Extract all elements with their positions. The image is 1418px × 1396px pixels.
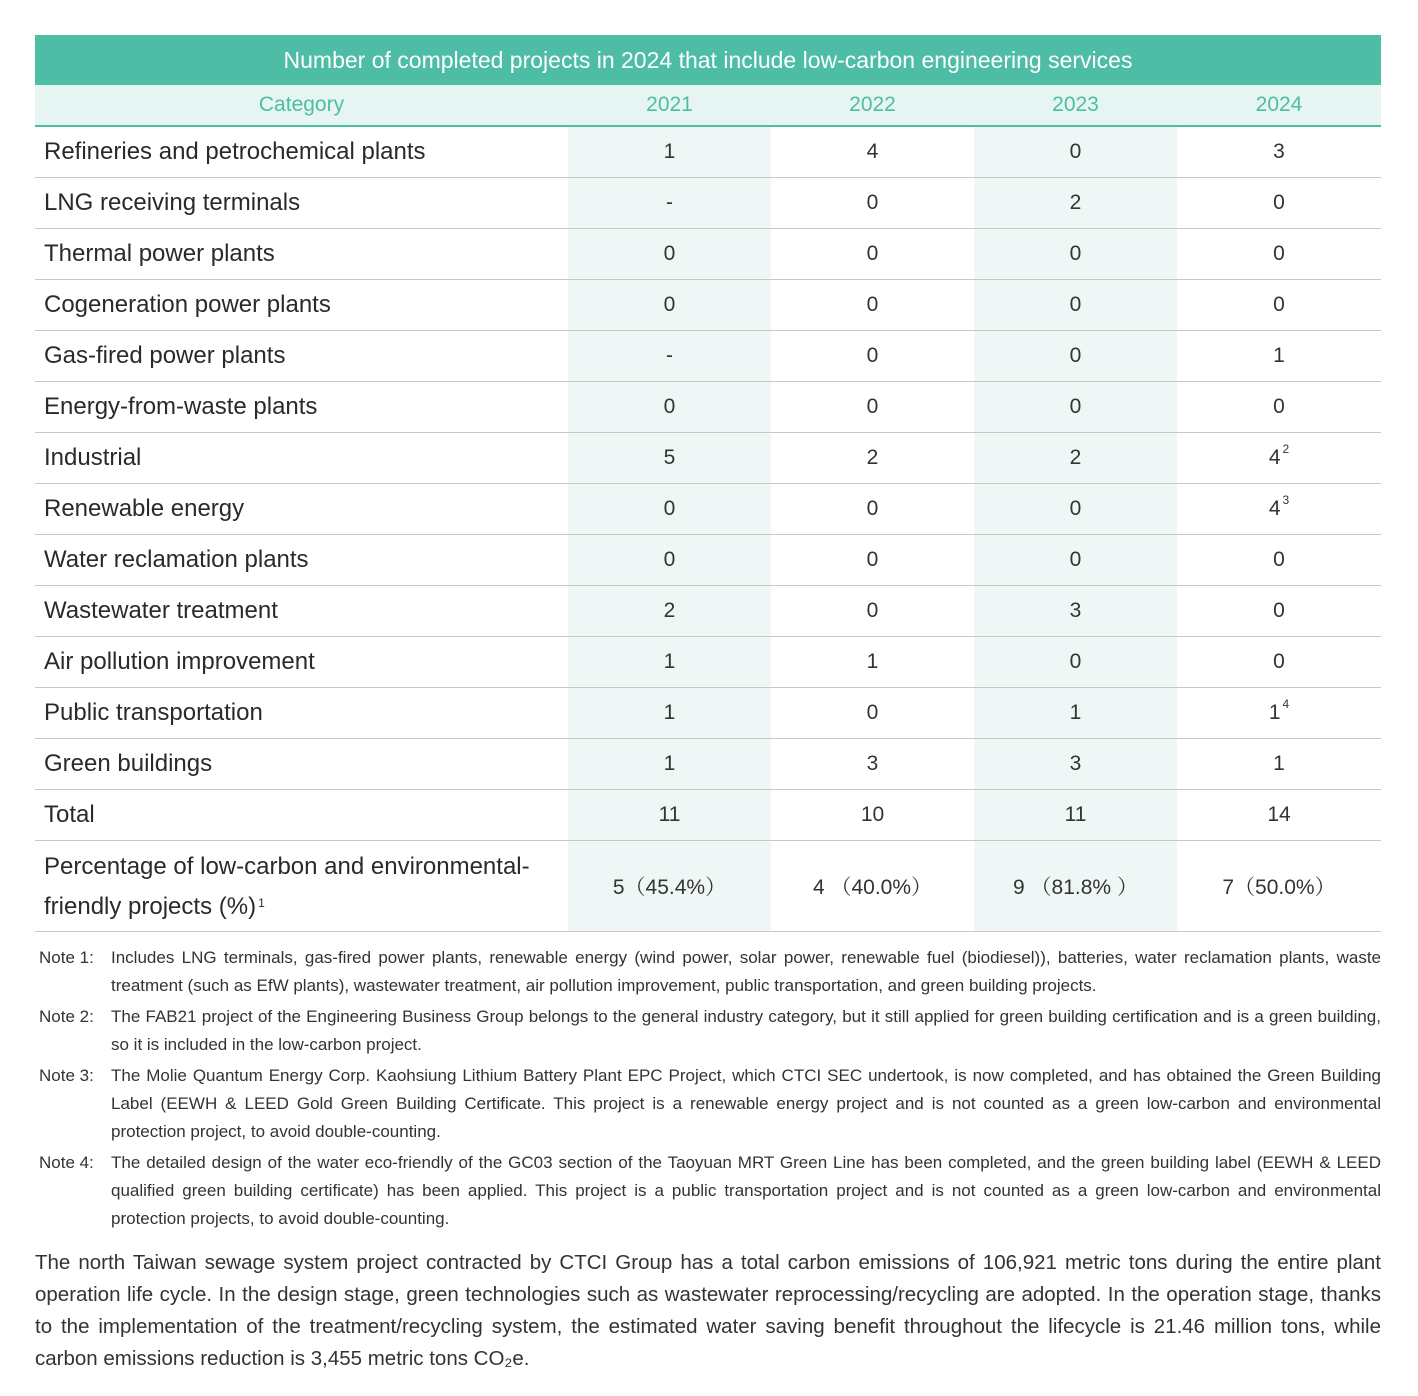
note-item [35,944,1381,1000]
table-row [35,739,1381,790]
header-2023: 2023 [974,85,1177,126]
cell-value: 3 [1069,599,1082,622]
cell-2024 [1177,637,1381,688]
header-category: Category [35,85,568,126]
cell-value: 1 [663,140,676,163]
cell-2023 [974,637,1177,688]
table-row [35,178,1381,229]
cell-2023 [974,688,1177,739]
cell-2022 [771,484,974,535]
cell-value: 1 [866,650,879,673]
cell-value: 0 [1069,395,1082,418]
cell-value: 0 [1273,650,1285,673]
percentage-row [35,841,1381,932]
row-label: Industrial [35,433,568,484]
cell-2023 [974,535,1177,586]
cell-value: 0 [866,191,879,214]
cell-value: 0 [663,293,676,316]
table-row [35,637,1381,688]
table-row [35,382,1381,433]
table-body [35,126,1381,932]
document [35,35,1381,1396]
cell-2023 [974,178,1177,229]
cell-2021 [568,382,771,433]
note-item [35,1149,1381,1233]
table-row [35,331,1381,382]
cell-value: 3 [866,752,879,775]
cell-value: 1 [663,701,676,724]
cell-value: 0 [1069,650,1082,673]
cell-2023 [974,433,1177,484]
cell-2022 [771,586,974,637]
cell-2022 [771,229,974,280]
row-label: Wastewater treatment [35,586,568,637]
cell-value: 0 [1273,191,1285,214]
cell-value: 1 [1069,701,1082,724]
header-2024: 2024 [1177,85,1381,126]
percentage-2022: 4 （40.0%） [771,841,974,932]
row-label: Water reclamation plants [35,535,568,586]
cell-2024 [1177,178,1381,229]
header-2022: 2022 [771,85,974,126]
row-label: Total [35,790,568,841]
projects-table [35,85,1381,932]
cell-2024 [1177,739,1381,790]
cell-2022 [771,178,974,229]
cell-2024 [1177,688,1381,739]
cell-2023 [974,280,1177,331]
row-label: Green buildings [35,739,568,790]
table-row [35,280,1381,331]
note-text: The FAB21 project of the Engineering Business Group belongs to the general industry category, but it still applied for green building certification and is a green building, so it is included in the low-carbon project. [111,1007,1381,1054]
cell-value: 4 [1268,497,1281,520]
row-label: LNG receiving terminals [35,178,568,229]
note-text: Includes LNG terminals, gas-fired power plants, renewable energy (wind power, solar power, renewable fuel (biodiesel)), batteries, water reclamation plants, waste treatment (such as EfW plants), wastewater treatment, air pollution improvement, public transportation, and green building projects. [111,948,1381,995]
cell-2024 [1177,484,1381,535]
cell-value: - [666,344,673,367]
cell-value: 0 [866,548,879,571]
cell-value: 0 [866,344,879,367]
cell-2024 [1177,586,1381,637]
table-row [35,688,1381,739]
table-row [35,433,1381,484]
cell-2021 [568,280,771,331]
note-label: Note 4: [39,1153,94,1172]
cell-2022 [771,280,974,331]
cell-2021 [568,484,771,535]
cell-value: 2 [866,446,879,469]
cell-2022 [771,637,974,688]
cell-2021 [568,178,771,229]
cell-2021 [568,586,771,637]
cell-value: 0 [663,242,676,265]
cell-value: 2 [1069,446,1082,469]
cell-value: 0 [663,548,676,571]
cell-value: 0 [1273,293,1285,316]
footnote-ref: 3 [1282,493,1290,507]
cell-value: 0 [1069,344,1082,367]
cell-value: 4 [1268,446,1281,469]
cell-value: 1 [1273,752,1285,775]
cell-value: 1 [1273,344,1285,367]
cell-value: 0 [866,497,879,520]
cell-value: 4 [866,140,879,163]
cell-2021 [568,790,771,841]
row-label: Cogeneration power plants [35,280,568,331]
cell-2024 [1177,433,1381,484]
note-label: Note 2: [39,1007,94,1026]
percentage-2021: 5（45.4%） [568,841,771,932]
table-row [35,229,1381,280]
cell-value: - [666,191,673,214]
note-item [35,1062,1381,1146]
table-title: Number of completed projects in 2024 that include low-carbon engineering services [35,35,1381,85]
cell-2021 [568,688,771,739]
cell-value: 0 [1069,242,1082,265]
note-text: The detailed design of the water eco-friendly of the GC03 section of the Taoyuan MRT Green Line has been completed, and the green building label (EEWH & LEED qualified green building certificate) has been applied. This project is a public transportation project and is not counted as a green low-carbon and environmental protection projects, to avoid double-counting. [111,1153,1381,1228]
cell-value: 11 [1064,803,1087,826]
cell-value: 5 [663,446,676,469]
cell-value: 0 [1273,548,1285,571]
cell-2023 [974,790,1177,841]
cell-value: 11 [658,803,681,826]
row-label: Energy-from-waste plants [35,382,568,433]
header-2021: 2021 [568,85,771,126]
cell-value: 0 [866,599,879,622]
percentage-label-line1: Percentage of low-carbon and environmental- [44,853,530,880]
cell-value: 0 [1273,599,1285,622]
cell-2024 [1177,280,1381,331]
note-item [35,1003,1381,1059]
row-label: Gas-fired power plants [35,331,568,382]
cell-2024 [1177,535,1381,586]
cell-2024 [1177,382,1381,433]
cell-2022 [771,535,974,586]
cell-value: 10 [860,803,885,826]
footnote-ref: 4 [1282,697,1290,711]
cell-2023 [974,382,1177,433]
table-row [35,484,1381,535]
cell-value: 1 [1268,701,1281,724]
note-text: The Molie Quantum Energy Corp. Kaohsiung Lithium Battery Plant EPC Project, which CTCI SEC undertook, is now completed, and has obtained the Green Building Label (EEWH & LEED Gold Green Building Certificate. This project is a renewable energy project and is not counted as a green low-carbon and environmental protection project, to avoid double-counting. [111,1066,1381,1141]
percentage-2023: 9 （81.8% ） [974,841,1177,932]
cell-value: 14 [1267,803,1291,826]
note-label: Note 1: [39,948,94,967]
cell-value: 2 [663,599,676,622]
table-row [35,535,1381,586]
cell-2022 [771,739,974,790]
cell-2023 [974,739,1177,790]
row-label: Thermal power plants [35,229,568,280]
cell-2024 [1177,790,1381,841]
cell-2022 [771,433,974,484]
cell-value: 0 [1069,548,1082,571]
table-header-row [35,85,1381,126]
notes [35,944,1381,1233]
cell-2021 [568,433,771,484]
cell-value: 0 [1273,395,1285,418]
cell-2021 [568,331,771,382]
cell-value: 0 [1069,293,1082,316]
row-label: Refineries and petrochemical plants [35,126,568,178]
row-label: Renewable energy [35,484,568,535]
cell-value: 0 [866,293,879,316]
cell-2021 [568,637,771,688]
cell-2023 [974,586,1177,637]
cell-value: 0 [663,395,676,418]
percentage-label-line2: friendly projects (%) [44,893,257,920]
cell-value: 0 [663,497,676,520]
cell-value: 3 [1069,752,1082,775]
cell-2023 [974,126,1177,178]
cell-2021 [568,535,771,586]
cell-value: 1 [663,650,676,673]
cell-2024 [1177,126,1381,178]
cell-2022 [771,126,974,178]
percentage-row-label [35,841,568,932]
footnote-ref: 2 [1282,442,1290,456]
cell-value: 0 [1273,242,1285,265]
cell-2022 [771,790,974,841]
cell-value: 2 [1069,191,1082,214]
percentage-2024: 7（50.0%） [1177,841,1381,932]
cell-2022 [771,688,974,739]
cell-value: 0 [866,701,879,724]
table-row [35,790,1381,841]
row-label: Air pollution improvement [35,637,568,688]
table-row [35,126,1381,178]
percentage-footnote-ref: 1 [258,896,265,910]
cell-2023 [974,229,1177,280]
cell-2023 [974,331,1177,382]
cell-value: 3 [1273,140,1285,163]
cell-2023 [974,484,1177,535]
row-label: Public transportation [35,688,568,739]
cell-2024 [1177,229,1381,280]
cell-value: 0 [866,242,879,265]
note-label: Note 3: [39,1066,94,1085]
cell-2022 [771,382,974,433]
cell-2021 [568,126,771,178]
cell-value: 0 [1069,140,1082,163]
cell-value: 0 [1069,497,1082,520]
cell-2022 [771,331,974,382]
cell-value: 0 [866,395,879,418]
cell-2024 [1177,331,1381,382]
cell-2021 [568,229,771,280]
cell-value: 1 [663,752,676,775]
body-paragraph: The north Taiwan sewage system project contracted by CTCI Group has a total carbon emissions of 106,921 metric tons during the entire plant operation life cycle. In the design stage, green technologies such as wastewater reprocessing/recycling are adopted. In the operation stage, thanks to the implementation of the treatment/recycling system, the estimated water saving benefit throughout the lifecycle is 21.46 million tons, while carbon emissions reduction is 3,455 metric tons CO₂e. [35,1251,1381,1370]
table-row [35,586,1381,637]
cell-2021 [568,739,771,790]
